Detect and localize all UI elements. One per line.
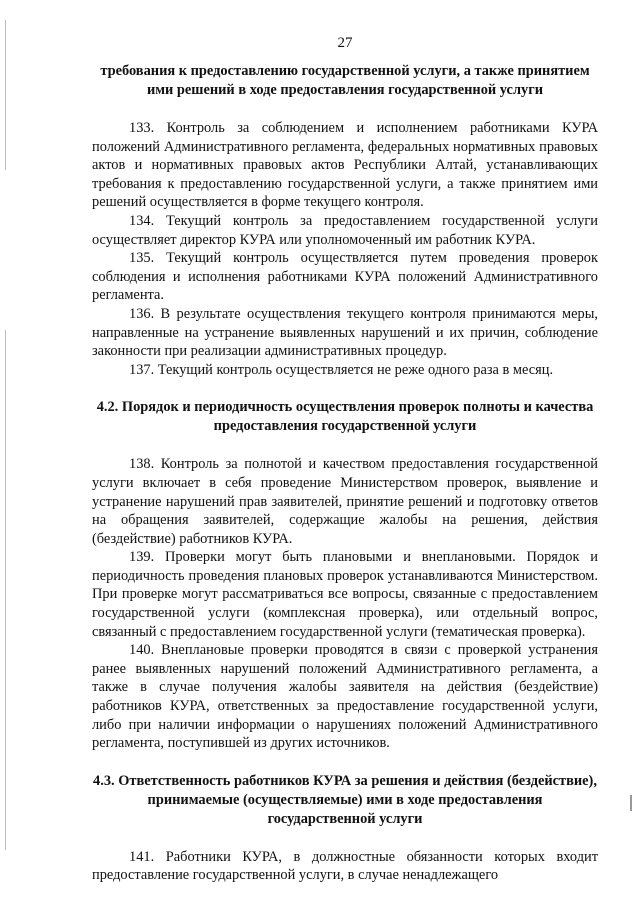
paragraph-134: 134. Текущий контроль за предоставлением государственной услуги осуществляет директор КУРА или уполномоченный им работник КУРА. xyxy=(92,212,598,248)
paragraph-139: 139. Проверки могут быть плановыми и внеплановыми. Порядок и периодичность проведения плановых проверок устанавливаются Министерством. При проверке могут рассматриваться все вопросы, связанные с предоставлением государственной услуги (комплексная проверка), или отдельный вопрос, связанный с предоставлением государственной услуги (тематическая проверка). xyxy=(92,549,598,640)
page-number: 27 xyxy=(337,35,353,51)
paragraph-136: 136. В результате осуществления текущего контроля принимаются меры, направленные на устранение выявленных нарушений и их причин, соблюдение законности при реализации административных процедур. xyxy=(92,305,598,360)
section-4-2-title: 4.2. Порядок и периодичность осуществления проверок полноты и качества предоставления государственной услуги xyxy=(96,399,594,435)
section-heading-continued: требования к предоставлению государственной услуги, а также принятием ими решений в ходе предоставления государственной услуги xyxy=(100,63,590,98)
paragraph-135: 135. Текущий контроль осуществляется путем проведения проверок соблюдения и исполнения работниками КУРА положений Административного регламента. xyxy=(92,250,598,304)
section-4-3-title: 4.3. Ответственность работников КУРА за решения и действия (бездействие), принимаемые (осуществляемые) ими в ходе предоставления государственной услуги xyxy=(93,772,597,827)
paragraph-133: 133. Контроль за соблюдением и исполнением работниками КУРА положений Административного регламента, федеральных нормативных правовых актов и нормативных правовых актов Республики Алтай, устанавливающих требования к предоставлению государственной услуги, а также принятием ими решений осуществляется в форме текущего контроля. xyxy=(92,120,598,211)
paragraph-138: 138. Контроль за полнотой и качеством предоставления государственной услуги включает в себя проведение Министерством проверок, выявление и устранение нарушений прав заявителей, принятие решений и подготовку ответов на обращения заявителей, содержащие жалобы на решения, действия (бездействие) работников КУРА. xyxy=(92,456,598,547)
paragraph-140: 140. Внеплановые проверки проводятся в связи с проверкой устранения ранее выявленных нарушений положений Административного регламента, а также в случае получения жалобы заявителя на действия (бездействие) работников КУРА, ответственных за предоставление государственной услуги, либо при наличии информации о нарушениях положений Административного регламента, поступившей из других источников. xyxy=(92,642,598,752)
paragraph-141: 141. Работники КУРА, в должностные обязанности которых входит предоставление государственной услуги, в случае ненадлежащего xyxy=(92,848,598,884)
paragraph-137: 137. Текущий контроль осуществляется не реже одного раза в месяц. xyxy=(129,361,554,378)
